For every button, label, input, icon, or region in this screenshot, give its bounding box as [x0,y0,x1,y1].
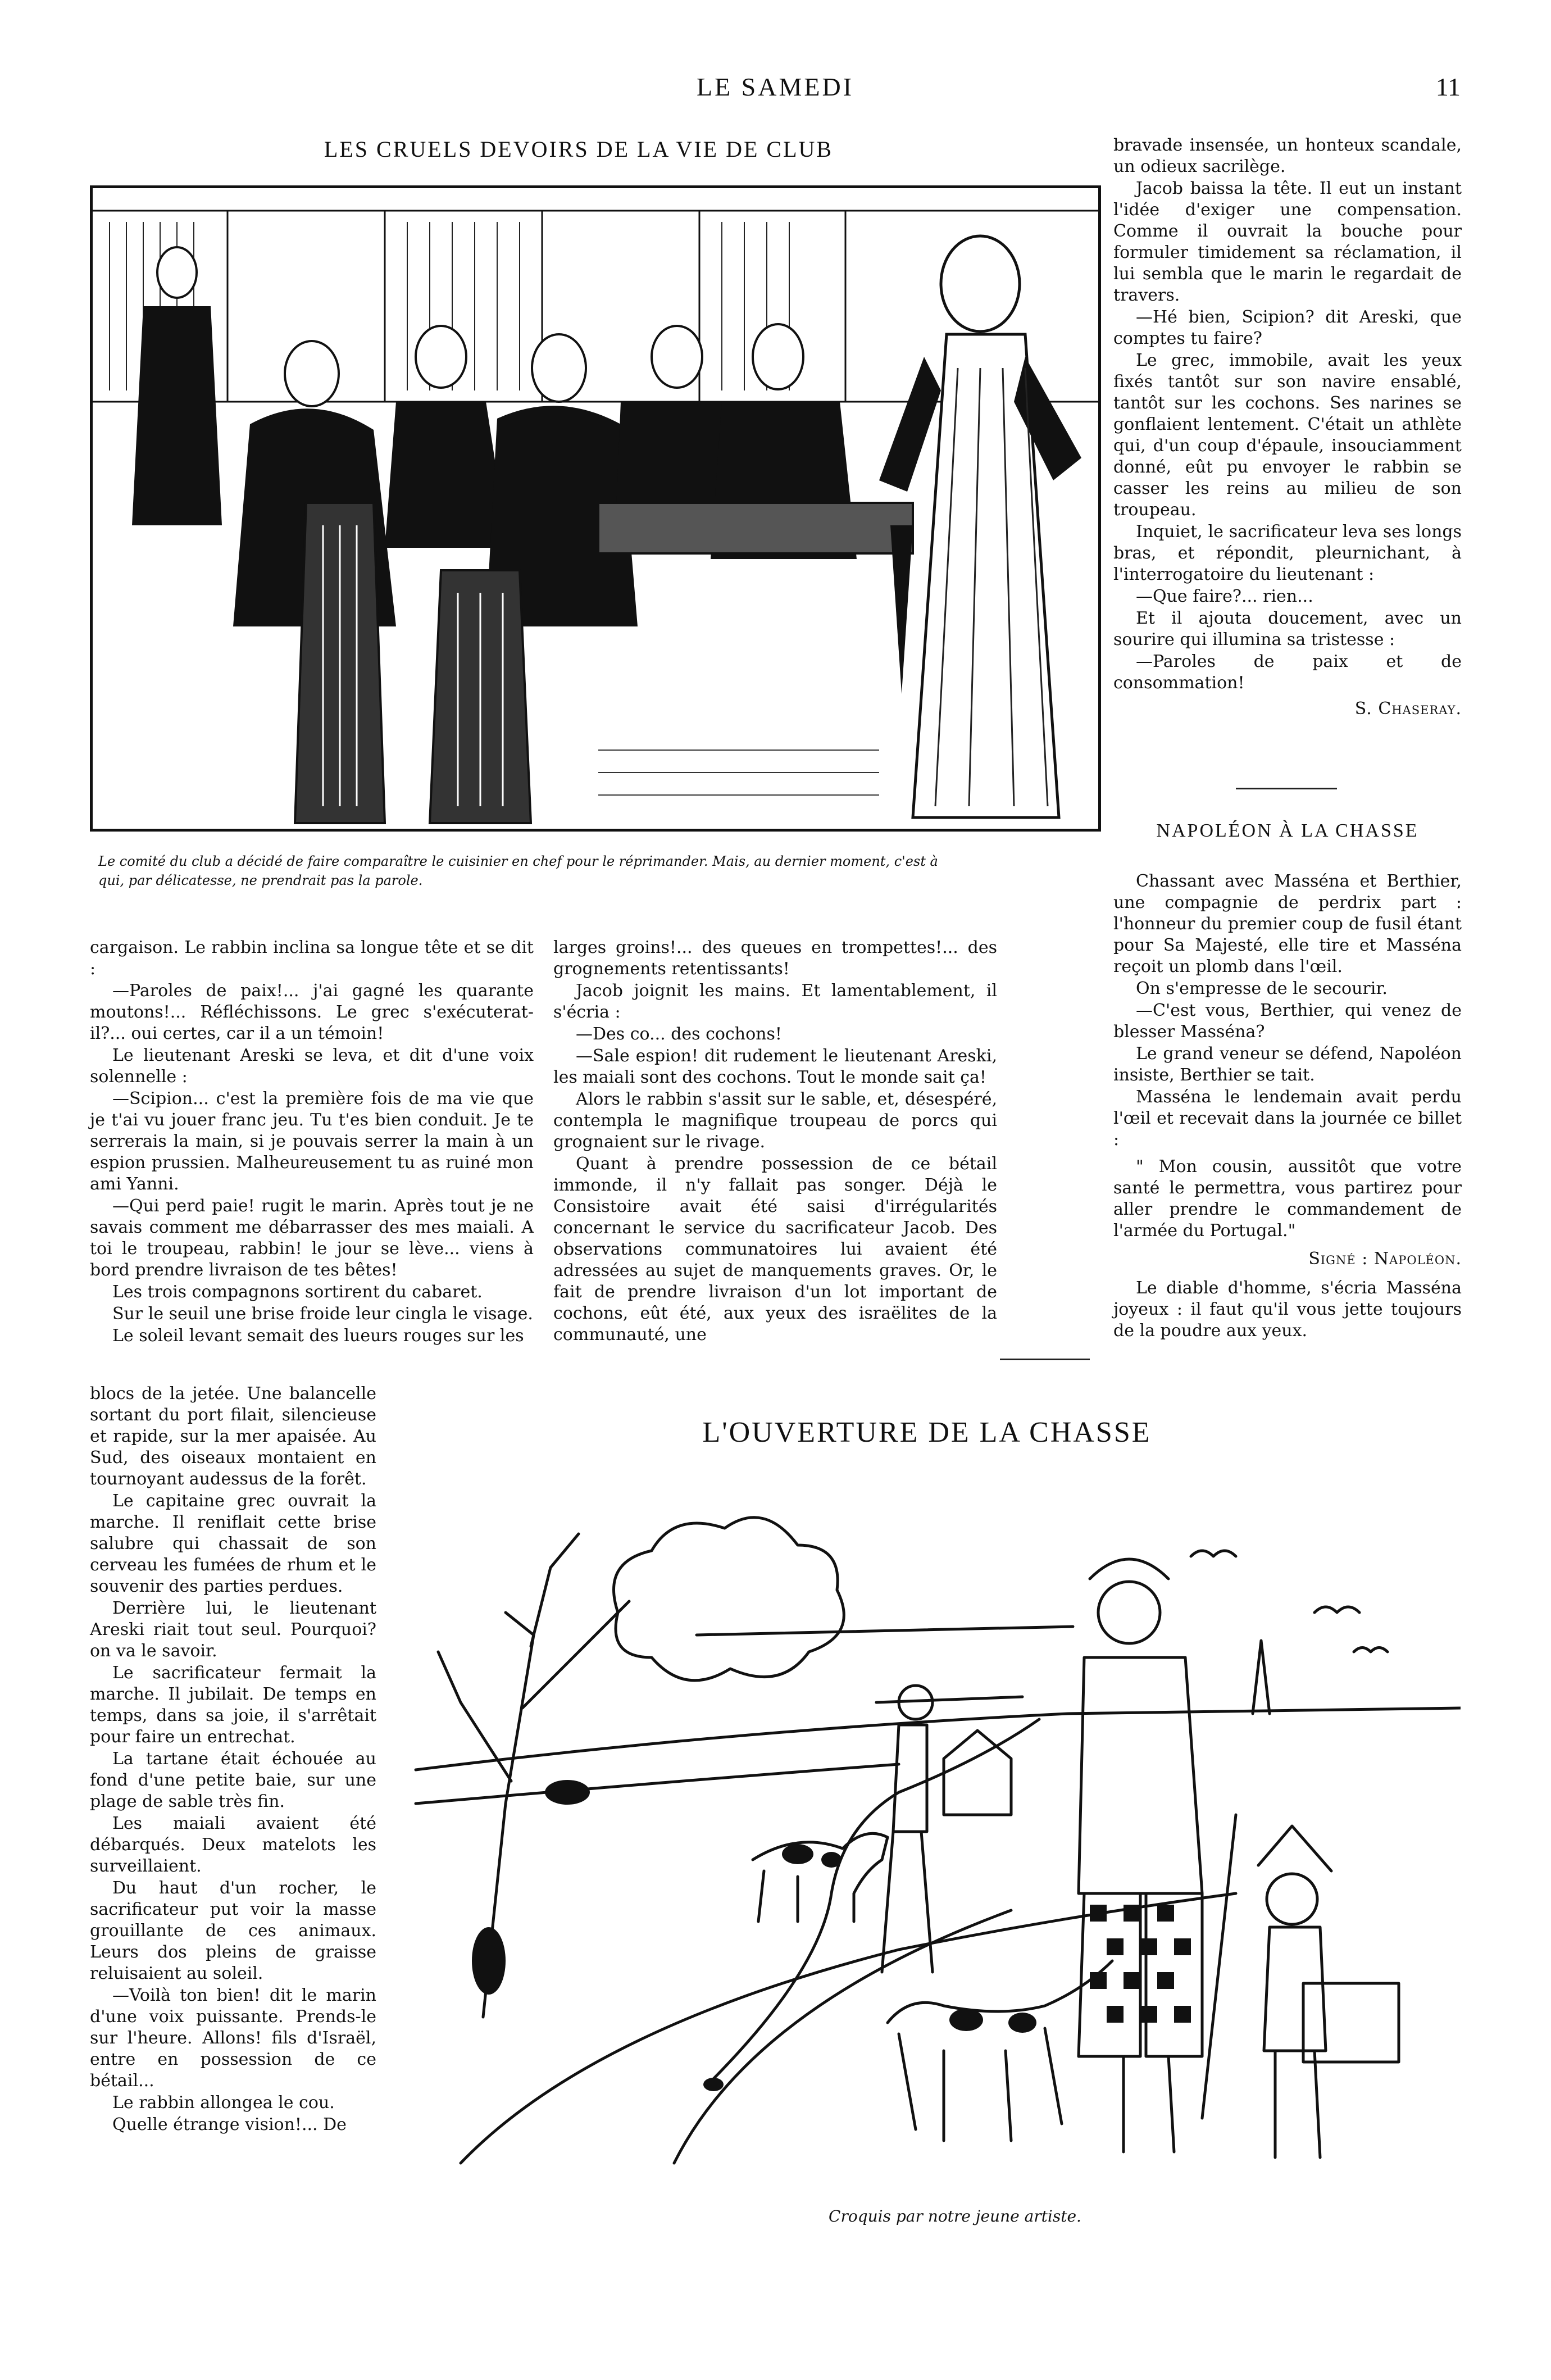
club-title: LES CRUELS DEVOIRS DE LA VIE DE CLUB [324,137,834,162]
story-paragraph: —Voilà ton bien! dit le marin d'une voix puissante. Prends-le sur l'heure. Allons! fils d'Israël, entre en possession de ce bétail... [90,1986,376,2091]
napoleon-title: NAPOLÉON À LA CHASSE [1156,820,1419,841]
napoleon-paragraph: —C'est vous, Berthier, qui venez de blesser Masséna? [1113,1001,1462,1042]
story-paragraph: Le sacrificateur fermait la marche. Il jubilait. De temps en temps, dans sa joie, il s'arrêtait pour faire un entrechat. [90,1663,376,1747]
story-paragraph: Et il ajouta doucement, avec un sourire qui illumina sa tristesse : [1113,608,1462,649]
napoleon-story [1113,871,1462,1342]
story-paragraph: —Hé bien, Scipion? dit Areski, que comptes tu faire? [1113,307,1462,348]
story-paragraph: —Scipion... c'est la première fois de ma vie que je t'ai vu jouer franc jeu. Tu t'es bien conduit. Je te serrerais la main, si je pouvais serrer la main à un espion prussien. Malheureusement tu as ruiné mon ami Yanni. [90,1089,534,1194]
story-paragraph: Jacob baissa la tête. Il eut un instant l'idée d'exiger une compensation. Comme il ouvrait la bouche pour formuler timidement sa réclamation, il lui sembla que le marin le regardait de travers. [1113,179,1462,305]
story-paragraph: Le lieutenant Areski se leva, et dit d'une voix solennelle : [90,1046,534,1087]
story-paragraph: Derrière lui, le lieutenant Areski riait tout seul. Pourquoi? on va le savoir. [90,1598,376,1661]
middle-column-story [553,937,997,1346]
right-column-story [1113,135,1462,720]
napoleon-letter: " Mon cousin, aussitôt que votre santé le permettra, vous partirez pour aller prendre le commandement de l'armée du Portugal." [1113,1157,1462,1241]
story-paragraph: Quelle étrange vision!... De [112,2115,347,2134]
left-narrow-story [90,1383,376,2136]
story-paragraph: Le rabbin allongea le cou. [112,2093,335,2113]
story-paragraph: Le soleil levant semait des lueurs rouges sur les [112,1326,524,1346]
hunt-illustration [393,1466,1461,2191]
club-illustration [90,185,1101,832]
masthead: LE SAMEDI [696,72,854,101]
club-caption-line-2: qui, par délicatesse, ne prendrait pas la parole. [98,873,423,888]
story-paragraph: —Sale espion! dit rudement le lieutenant Areski, les maiali sont des cochons. Tout le monde sait ça! [553,1046,997,1087]
story-paragraph: —Que faire?... rien... [1136,587,1313,606]
story-paragraph: Jacob joignit les mains. Et lamentablement, il s'écria : [553,981,997,1022]
story-paragraph: Les maiali avaient été débarqués. Deux matelots les surveillaient. [90,1814,376,1876]
story-paragraph: —Des co... des cochons! [576,1024,782,1044]
story-paragraph: —Paroles de paix et de consommation! [1113,652,1462,693]
napoleon-paragraph: On s'empresse de le secourir. [1136,979,1388,998]
club-caption-line-1: Le comité du club a décidé de faire comparaître le cuisinier en chef pour le réprimander. Mais, au dernier moment, c'est à [98,853,938,869]
section-divider [1236,788,1337,789]
story-paragraph: Le grec, immobile, avait les yeux fixés tantôt sur son navire ensablé, tantôt sur les cochons. Ses narines se gonflaient lentement. C'était un athlète qui, d'un coup d'épaule, insouciamment donné, eût pu envoyer le rabbin se casser les reins au milieu de son troupeau. [1113,351,1462,520]
story-paragraph: —Paroles de paix!... j'ai gagné les quarante moutons!... Réfléchissons. Le grec s'exécuterat-il?... oui certes, car il a un témoin! [90,981,534,1043]
section-divider [1000,1359,1090,1360]
story-paragraph: Du haut d'un rocher, le sacrificateur put voir la masse grouillante de ces animaux. Leurs dos pleins de graisse reluisaient au soleil. [90,1878,376,1983]
story-paragraph: blocs de la jetée. Une balancelle sortant du port filait, silencieuse et rapide, sur la mer apaisée. Au Sud, des oiseaux montaient en tournoyant audessus de la forêt. [90,1384,376,1489]
story-paragraph: La tartane était échouée au fond d'une petite baie, sur une plage de sable très fin. [90,1749,376,1811]
napoleon-paragraph: Masséna le lendemain avait perdu l'œil et recevait dans la journée ce billet : [1113,1087,1462,1150]
story-paragraph: bravade insensée, un honteux scandale, un odieux sacrilège. [1113,135,1462,176]
napoleon-signature: Signé : Napoléon. [1308,1249,1462,1269]
club-meeting-drawing [93,188,1098,829]
author-signature: S. Chaseray. [1354,699,1462,719]
hunt-drawing [393,1466,1461,2191]
left-column-story [90,937,534,1347]
hunt-caption: Croquis par notre jeune artiste. [829,2207,1081,2225]
story-paragraph: Inquiet, le sacrificateur leva ses longs bras, et répondit, pleurnichant, à l'interrogatoire du lieutenant : [1113,522,1462,584]
story-paragraph: —Qui perd paie! rugit le marin. Après tout je ne savais comment me débarrasser des mes maiali. A toi le troupeau, rabbin! le jour se lève... viens à bord prendre livraison de tes bêtes! [90,1196,534,1280]
story-paragraph: larges groins!... des queues en trompettes!... des grognements retentissants! [553,938,997,979]
story-paragraph: Quant à prendre possession de ce bétail immonde, il n'y fallait pas songer. Déjà le Consistoire avait été saisi d'irrégularités concernant le service du sacrificateur Jacob. Des observations communatoires lui avaient été adressées au sujet de manquements graves. Or, le fait de prendre livraison d'un lot important de cochons, eût été, aux yeux des israëlites de la communauté, une [553,1154,997,1345]
napoleon-closing: Le diable d'homme, s'écria Masséna joyeux : il faut qu'il vous jette toujours de la poudre aux yeux. [1113,1278,1462,1341]
napoleon-paragraph: Chassant avec Masséna et Berthier, une compagnie de perdrix part : l'honneur du premier coup de fusil étant pour Sa Majesté, elle tire et Masséna reçoit un plomb dans l'œil. [1113,871,1462,976]
hunt-title: L'OUVERTURE DE LA CHASSE [702,1416,1152,1448]
story-paragraph: Les trois compagnons sortirent du cabaret. [112,1282,483,1302]
story-paragraph: Sur le seuil une brise froide leur cingla le visage. [112,1304,533,1324]
story-paragraph: Alors le rabbin s'assit sur le sable, et, désespéré, contempla le magnifique troupeau de porcs qui grognaient sur le rivage. [553,1089,997,1152]
story-paragraph: Le capitaine grec ouvrait la marche. Il reniflait cette brise salubre qui chassait de son cerveau les fumées de rhum et le souvenir des parties perdues. [90,1491,376,1596]
page-number: 11 [1435,72,1461,101]
story-paragraph: cargaison. Le rabbin inclina sa longue tête et se dit : [90,938,534,979]
napoleon-paragraph: Le grand veneur se défend, Napoléon insiste, Berthier se tait. [1113,1044,1462,1085]
